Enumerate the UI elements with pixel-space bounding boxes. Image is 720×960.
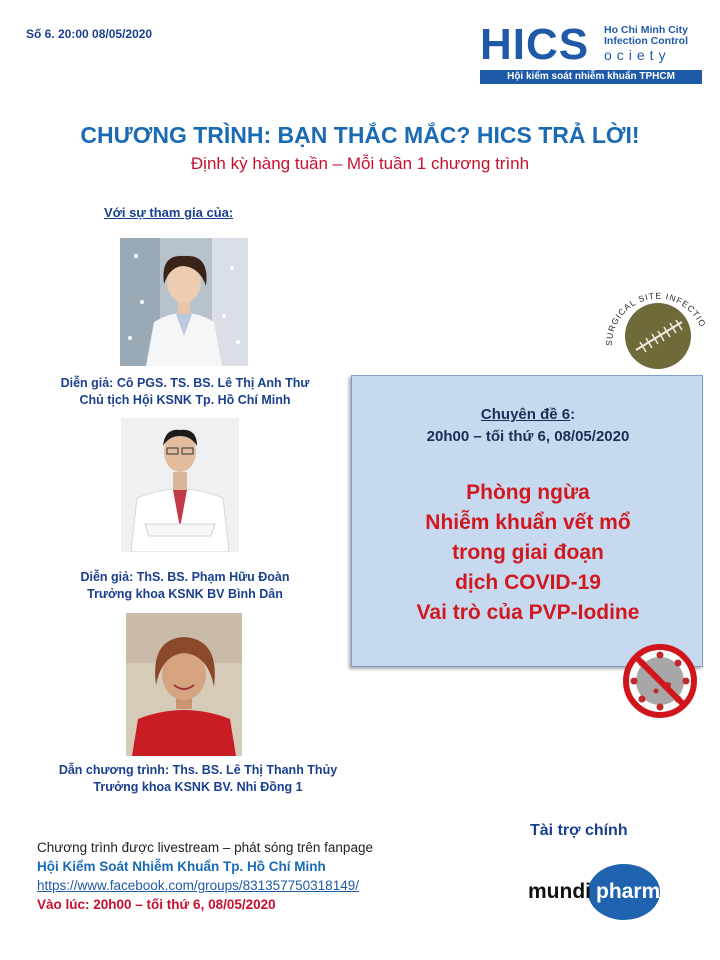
host-position: Trưởng khoa KSNK BV. Nhi Đồng 1 — [93, 780, 303, 794]
speaker-1-name: Diễn giả: Cô PGS. TS. BS. Lê Thị Anh Thư — [60, 376, 310, 390]
speaker-3-photo — [126, 613, 242, 756]
speaker-2-photo — [121, 418, 239, 552]
logo-bar: Hội kiểm soát nhiễm khuẩn TPHCM — [480, 70, 702, 84]
speaker-1-caption — [20, 375, 350, 409]
logo-line-2: Infection Control — [604, 35, 688, 47]
speaker-1-position: Chủ tịch Hội KSNK Tp. Hồ Chí Minh — [79, 393, 291, 407]
fanpage-link[interactable]: https://www.facebook.com/groups/831357750318149/ — [37, 878, 359, 893]
sponsor-label: Tài trợ chính — [530, 822, 628, 839]
topic-box — [351, 375, 703, 667]
page-title: CHƯƠNG TRÌNH: BẠN THẮC MẮC? HICS TRẢ LỜI! — [80, 122, 640, 148]
mundipharma-right: pharma — [596, 880, 672, 903]
event-time: Vào lúc: 20h00 – tối thứ 6, 08/05/2020 — [37, 897, 276, 912]
page-subtitle: Định kỳ hàng tuần – Mỗi tuần 1 chương trình — [190, 154, 530, 173]
host-name: Dẫn chương trình: Ths. BS. Lê Thị Thanh Thủy — [58, 763, 338, 777]
speaker-2-position: Trưởng khoa KSNK BV Bình Dân — [87, 587, 283, 601]
topic-label-colon: : — [570, 406, 576, 423]
speaker-2-name: Diễn giả: ThS. BS. Phạm Hữu Đoàn — [80, 570, 290, 584]
topic-label — [352, 406, 704, 423]
host-caption — [20, 762, 376, 796]
topic-title — [352, 478, 704, 628]
topic-line-5: Vai trò của PVP-Iodine — [416, 601, 640, 624]
topic-line-3: trong giai đoạn — [452, 541, 604, 564]
speaker-2-caption — [20, 569, 350, 603]
livestream-text: Chương trình được livestream – phát sóng trên fanpage — [37, 840, 373, 855]
logo-hics-text: HICS — [480, 20, 590, 69]
surgical-site-seal-icon — [600, 276, 712, 370]
mundipharma-left: mundi — [528, 880, 591, 903]
organization-name: Hội Kiểm Soát Nhiễm Khuẩn Tp. Hồ Chí Minh — [37, 859, 326, 874]
topic-line-4: dịch COVID-19 — [455, 571, 601, 594]
hics-logo — [480, 22, 702, 82]
speaker-1-photo — [120, 238, 248, 366]
issue-date: Số 6. 20:00 08/05/2020 — [26, 27, 153, 41]
mundipharma-logo — [522, 856, 672, 928]
logo-right-block — [604, 25, 702, 63]
topic-line-1: Phòng ngừa — [466, 481, 590, 504]
participation-label: Với sự tham gia của: — [104, 205, 234, 220]
topic-label-text: Chuyên đề 6 — [480, 406, 571, 423]
seal-text: SURGICAL SITE INFECTIO — [603, 290, 709, 347]
logo-line-3: ociety — [604, 47, 671, 63]
topic-time: 20h00 – tối thứ 6, 08/05/2020 — [426, 428, 630, 445]
livestream-info — [37, 838, 373, 914]
topic-line-2: Nhiễm khuẩn vết mổ — [425, 511, 631, 534]
logo-line-1: Ho Chi Minh City — [604, 24, 688, 36]
covid-virus-prohibited-icon — [620, 641, 700, 721]
